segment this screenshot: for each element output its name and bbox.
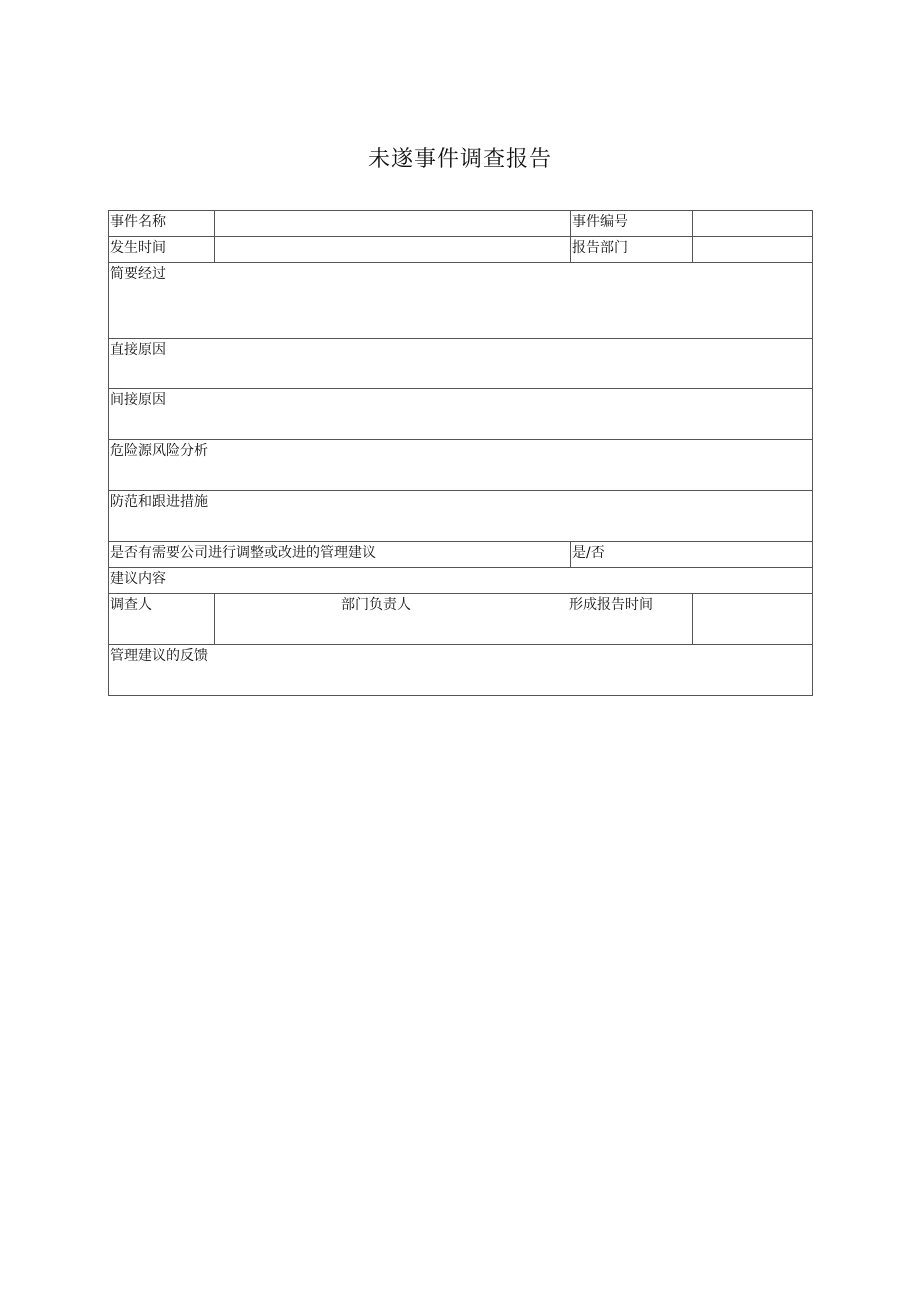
document-title: 未遂事件调查报告 [367, 147, 552, 172]
report-department-label: 报告部门 [571, 237, 693, 263]
report-time-value[interactable] [693, 594, 813, 645]
row-feedback [109, 645, 813, 696]
signature-labels-cell [215, 594, 693, 645]
occurrence-time-label: 发生时间 [109, 237, 215, 263]
event-name-label: 事件名称 [109, 211, 215, 237]
row-hazard-risk-analysis [109, 440, 813, 491]
row-occurrence-time [109, 237, 813, 263]
yes-no-choice[interactable]: 是/否 [571, 542, 813, 568]
occurrence-time-value[interactable] [215, 237, 571, 263]
incident-report-form [108, 210, 813, 696]
brief-process-cell[interactable]: 简要经过 [109, 263, 813, 339]
row-signatures [109, 594, 813, 645]
investigator-label: 调查人 [109, 594, 215, 645]
report-department-value[interactable] [693, 237, 813, 263]
row-direct-cause [109, 339, 813, 389]
row-suggestion-content [109, 568, 813, 594]
event-number-value[interactable] [693, 211, 813, 237]
row-event-name [109, 211, 813, 237]
row-indirect-cause [109, 389, 813, 440]
event-number-label: 事件编号 [571, 211, 693, 237]
row-brief-process [109, 263, 813, 339]
event-name-value[interactable] [215, 211, 571, 237]
hazard-risk-analysis-cell[interactable]: 危险源风险分析 [109, 440, 813, 491]
report-time-label: 形成报告时间 [569, 597, 653, 613]
suggestion-content-cell[interactable]: 建议内容 [109, 568, 813, 594]
row-prevention-measures [109, 491, 813, 542]
direct-cause-cell[interactable]: 直接原因 [109, 339, 813, 389]
feedback-cell[interactable]: 管理建议的反馈 [109, 645, 813, 696]
indirect-cause-cell[interactable]: 间接原因 [109, 389, 813, 440]
department-head-label: 部门负责人 [341, 597, 411, 613]
prevention-measures-cell[interactable]: 防范和跟进措施 [109, 491, 813, 542]
row-improvement-question [109, 542, 813, 568]
improvement-question-label: 是否有需要公司进行调整或改进的管理建议 [109, 542, 571, 568]
